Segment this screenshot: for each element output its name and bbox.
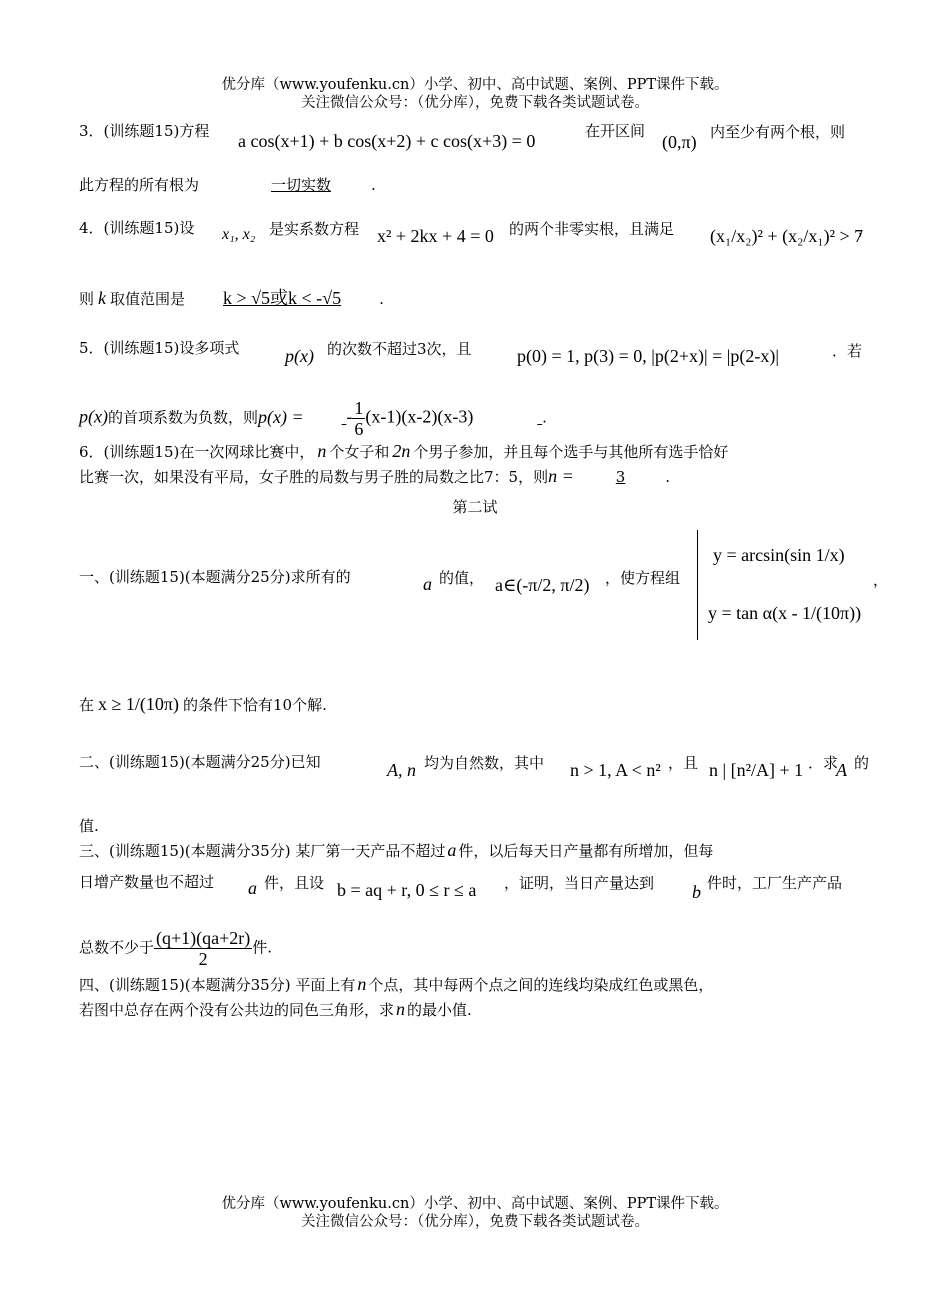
q4-line2-prefix: 则	[79, 290, 95, 308]
q5-mid2: ．若	[832, 342, 863, 360]
q3-answer: 一切实数	[271, 176, 332, 194]
p4-line1-prefix: 四、(训练题15)(本题满分35分) 平面上有	[79, 976, 356, 994]
p1-mid2: ，使方程组	[605, 569, 681, 587]
q5-poly: p(x)	[285, 346, 314, 366]
q3-end: .	[371, 176, 376, 194]
p1-line2-suffix: 的条件下恰有10个解.	[182, 696, 327, 714]
p4-n2: n	[396, 999, 406, 1019]
q6-line2-lhs: n =	[548, 466, 574, 486]
footer-line-2: 关注微信公众号：（优分库），免费下载各类试题试卷。	[301, 1214, 649, 1230]
q4-mid2: 的两个非零实根，且满足	[509, 220, 675, 238]
p2-cond1: n > 1, A < n²	[570, 760, 661, 780]
p2-vars: A, n	[387, 760, 416, 780]
header-line-1: 优分库（www.youfenku.cn）小学、初中、高中试题、案例、PPT课件下载。	[221, 77, 729, 93]
q5-answer-num: 1	[354, 398, 364, 418]
q6-n2: 2n	[392, 441, 411, 461]
p4-line1-suffix: 个点，其中每两个点之间的连线均染成红色或黑色，	[368, 976, 714, 994]
q4-condition: (x₁/x₂)² + (x₂/x₁)² > 7	[710, 226, 864, 246]
p3-line2-mid: 件，且设	[264, 874, 325, 892]
q4-prefix: 4．(训练题15)设	[79, 219, 195, 237]
q6-mid1: 个女子和	[329, 443, 390, 461]
q4-answer: k > √5或k < -√5	[223, 288, 342, 308]
q4-roots: x₁, x₂	[222, 226, 256, 243]
p3-line2-suffix: 件时，工厂生产产品	[707, 874, 843, 892]
question-3-line-1	[79, 121, 209, 141]
problem-4-line-2	[79, 999, 472, 1020]
p3-line1-prefix: 三、(训练题15)(本题满分35分) 某厂第一天产品不超过	[79, 842, 446, 860]
equation-system-brace	[697, 530, 706, 640]
p1-range: a∈(-π/2, π/2)	[495, 575, 590, 595]
p1-line2-cond: x ≥ 1/(10π)	[98, 694, 179, 714]
q3-equation: a cos(x+1) + b cos(x+2) + c cos(x+3) = 0	[238, 131, 536, 151]
question-5-line-2: p(x)的首项系数为负数，则p(x) = - $\frac{1}{6}$ (x-1)(x-2)(x-3) .	[79, 398, 547, 439]
q6-answer: 3	[615, 468, 626, 486]
problem-4-line-1	[79, 974, 713, 995]
p3-frac	[154, 928, 252, 969]
p3-b: b	[692, 882, 701, 902]
q4-comma: ，	[858, 220, 874, 238]
p2-prefix: 二、(训练题15)(本题满分25分)已知	[79, 753, 321, 771]
problem-3-line-3	[79, 928, 272, 969]
p3-line1-suffix: 件，以后每天日产量都有所增加，但每	[458, 842, 714, 860]
q3-mid: 在开区间	[585, 122, 646, 140]
q5-end: .	[542, 408, 547, 427]
p2-cond2: n | [n²/A] + 1	[709, 760, 804, 780]
p4-line2-suffix: 的最小值.	[407, 1001, 472, 1019]
p3-cond: b = aq + r, 0 ≤ r ≤ a	[337, 880, 477, 900]
question-6-line-2	[79, 466, 670, 487]
q6-mid2: 个男子参加，并且每个选手与其他所有选手恰好	[413, 443, 729, 461]
q5-answer-den: 6	[354, 419, 364, 439]
p3-line2-prefix: 日增产数量也不超过	[79, 873, 215, 891]
p3-line2-mid2: ，证明，当日产量达到	[504, 874, 655, 892]
p3-frac-num: (q+1)(qa+2r)	[156, 928, 251, 948]
p4-line2-prefix: 若图中总存在两个没有公共边的同色三角形，求	[79, 1001, 395, 1019]
q4-end: .	[379, 290, 384, 308]
p2-mid2: ，且	[668, 754, 699, 772]
q5-condition: p(0) = 1, p(3) = 0, |p(2+x)| = |p(2-x)|	[517, 346, 779, 366]
p3-a2: a	[248, 878, 257, 898]
p2-mid3: ．求	[808, 754, 839, 772]
p3-line3-suffix: 件.	[252, 938, 273, 957]
question-6-line-1	[79, 441, 728, 462]
q5-answer-frac	[352, 398, 365, 439]
problem-3-line-1	[79, 840, 713, 861]
p1-line2-prefix: 在	[79, 696, 95, 714]
section-title: 第二试	[452, 498, 498, 516]
p3-frac-den: 2	[198, 949, 208, 969]
p1-prefix: 一、(训练题15)(本题满分25分)求所有的	[79, 568, 351, 586]
p3-line3-prefix: 总数不少于	[79, 938, 155, 957]
q6-prefix: 6．(训练题15)在一次网球比赛中，	[79, 443, 315, 461]
q4-var: k	[98, 288, 107, 308]
p3-a: a	[447, 840, 457, 860]
p1-comma: ，	[873, 571, 889, 589]
q5-answer-rest: (x-1)(x-2)(x-3)	[365, 406, 474, 427]
p4-n: n	[357, 974, 367, 994]
q5-mid1: 的次数不超过3次，且	[327, 340, 472, 358]
p1-eq2: y = tan α(x - 1/(10π))	[708, 603, 862, 623]
p2-A: A	[836, 760, 847, 780]
q6-end: .	[665, 468, 671, 486]
p1-eq1: y = arcsin(sin 1/x)	[713, 545, 845, 565]
p1-a: a	[423, 574, 432, 594]
p2-line2: 值.	[79, 817, 99, 835]
question-3-line-2	[79, 175, 376, 195]
q5-line2-poly: p(x)	[79, 406, 108, 427]
q3-prefix: 3．(训练题15)方程	[79, 122, 210, 140]
q6-n: n	[317, 441, 327, 461]
q4-line2-mid: 取值范围是	[110, 290, 186, 308]
p2-mid1: 均为自然数，其中	[424, 754, 545, 772]
p2-suffix: 的	[854, 754, 870, 772]
q4-mid1: 是实系数方程	[269, 220, 360, 238]
header-line-2: 关注微信公众号：（优分库），免费下载各类试题试卷。	[301, 95, 649, 111]
q6-line2: 比赛一次，如果没有平局，女子胜的局数与男子胜的局数之比7：5，则	[79, 468, 549, 486]
problem-1-line-2	[79, 694, 327, 715]
q4-equation: x² + 2kx + 4 = 0	[377, 226, 494, 246]
footer-line-1: 优分库（www.youfenku.cn）小学、初中、高中试题、案例、PPT课件下载。	[221, 1196, 729, 1212]
q3-interval: (0,π)	[662, 132, 697, 152]
q3-suffix: 内至少有两个根，则	[710, 123, 846, 141]
q5-prefix: 5．(训练题15)设多项式	[79, 339, 240, 357]
q3-line2-prefix: 此方程的所有根为	[79, 176, 200, 194]
question-4-line-2	[79, 288, 384, 309]
q5-line2-mid: 的首项系数为负数，则	[107, 408, 258, 427]
p1-mid: 的值，	[439, 569, 485, 587]
q5-line2-lhs: p(x) =	[258, 406, 304, 427]
